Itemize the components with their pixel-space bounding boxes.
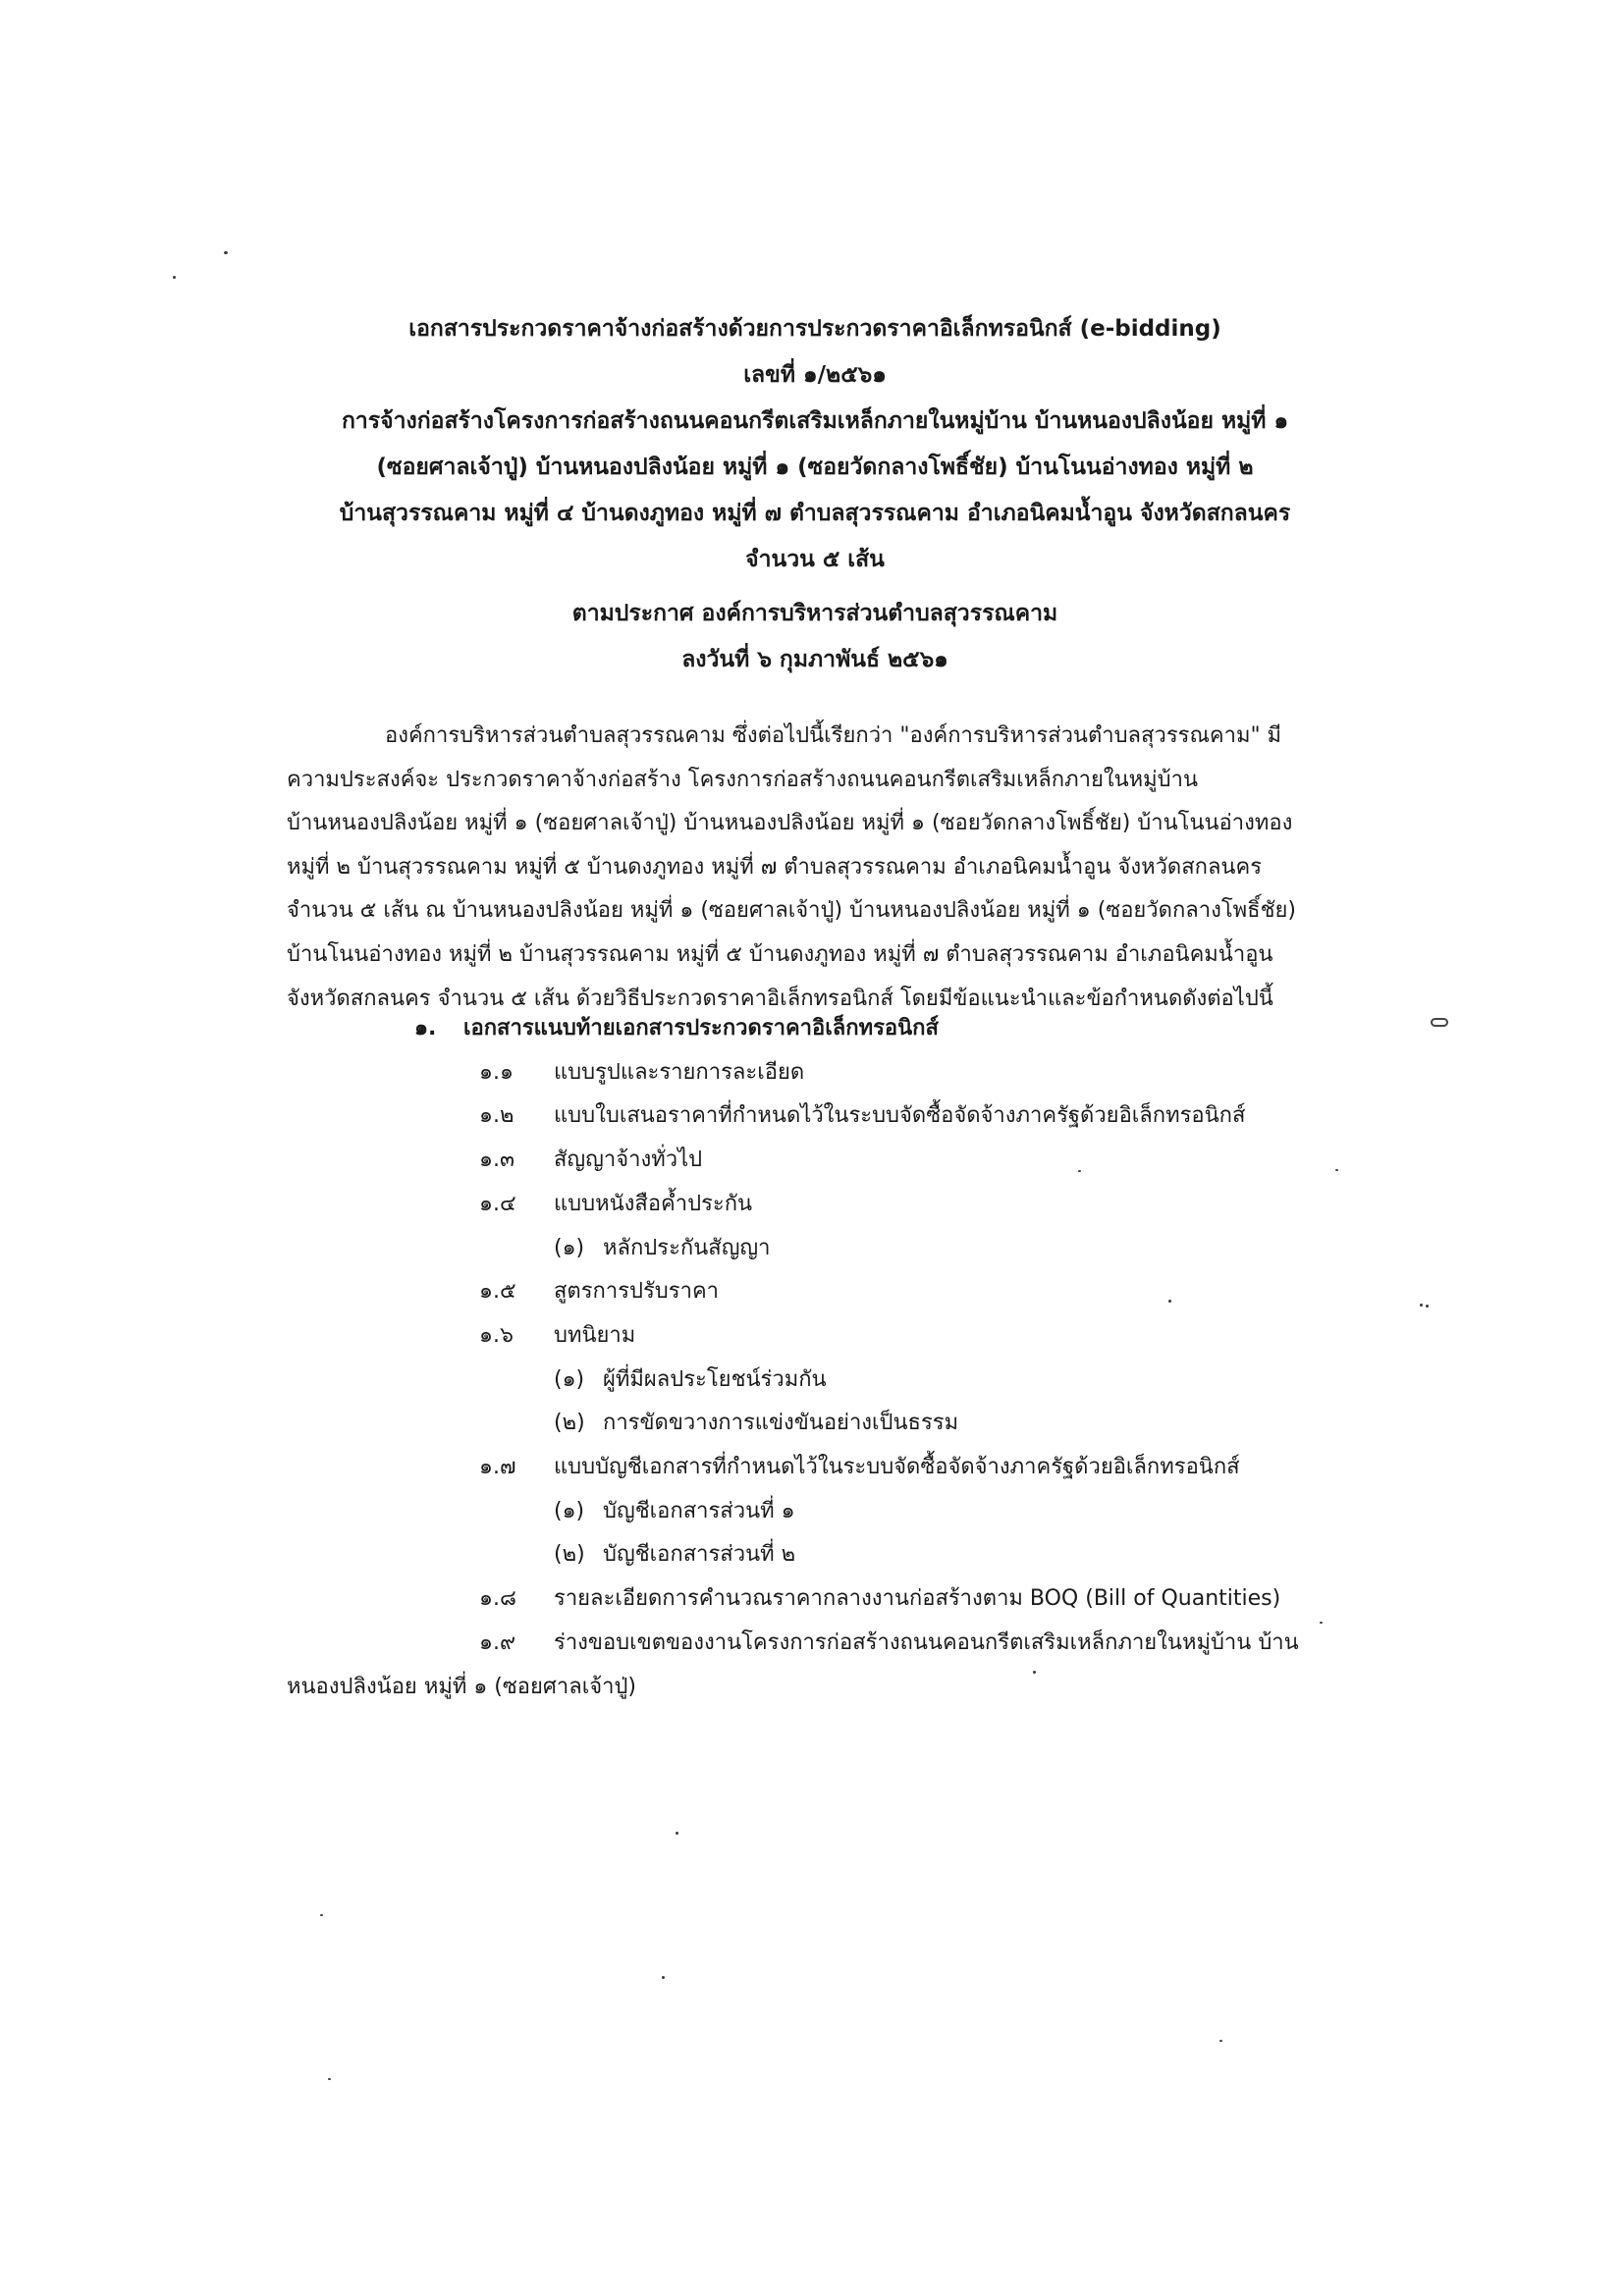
item-number: ๑.๕ (479, 1279, 516, 1305)
item-text: สูตรการปรับราคา (554, 1279, 720, 1305)
subitem-text: บัญชีเอกสารส่วนที่ ๑ (603, 1498, 795, 1523)
list-item (287, 1622, 1337, 1666)
paragraph-line: องค์การบริหารส่วนตำบลสุวรรณคาม ซึ่งต่อไปนี้เรียกว่า "องค์การบริหารส่วนตำบลสุวรรณคาม" มี (385, 723, 1282, 748)
list-item (287, 1270, 1337, 1314)
list-subitem (287, 1490, 1337, 1534)
item-text: แบบหนังสือค้ำประกัน (554, 1191, 753, 1216)
subitem-number: (๑) (554, 1235, 585, 1260)
item-continuation: หนองปลิงน้อย หมู่ที่ ๑ (ซอยศาลเจ้าปู่) (287, 1674, 637, 1699)
paragraph-line: บ้านหนองปลิงน้อย หมู่ที่ ๑ (ซอยศาลเจ้าปู่) บ้านหนองปลิงน้อย หมู่ที่ ๑ (ซอยวัดกลางโพธิ์ชัย) บ้านโนนอ่างทอง (287, 811, 1293, 836)
subitem-text: การขัดขวางการแข่งขันอย่างเป็นธรรม (603, 1411, 959, 1436)
list-subitem (287, 1402, 1337, 1446)
item-number: ๑.๖ (479, 1322, 514, 1348)
item-text: แบบใบเสนอราคาที่กำหนดไว้ในระบบจัดซื้อจัดจ้างภาครัฐด้วยอิเล็กทรอนิกส์ (554, 1103, 1246, 1129)
header-date: ลงวันที่ ๖ กุมภาพันธ์ ๒๕๖๑ (681, 647, 948, 672)
header-number: เลขที่ ๑/๒๕๖๑ (743, 362, 887, 388)
scan-speck (224, 251, 228, 254)
list-item (287, 1139, 1337, 1183)
item-number: ๑.๒ (479, 1103, 514, 1129)
item-number: ๑.๗ (479, 1455, 516, 1480)
subitem-number: (๒) (554, 1411, 585, 1436)
subitem-number: (๒) (554, 1542, 585, 1568)
header-project-count: จำนวน ๕ เส้น (745, 547, 885, 572)
list-subitem (287, 1227, 1337, 1271)
header-project-line-1: การจ้างก่อสร้างโครงการก่อสร้างถนนคอนกรีตเสริมเหล็กภายในหมู่บ้าน บ้านหนองปลิงน้อย หมู่ที่ ๑ (341, 408, 1289, 434)
document-header (285, 306, 1345, 683)
list-item (287, 1051, 1337, 1095)
item-number: ๑.๑ (479, 1059, 514, 1085)
item-number: ๑.๓ (479, 1148, 514, 1173)
subitem-text: บัญชีเอกสารส่วนที่ ๒ (603, 1542, 796, 1568)
intro-paragraph (287, 715, 1337, 1021)
paragraph-line: จังหวัดสกลนคร จำนวน ๕ เส้น ด้วยวิธีประกวดราคาอิเล็กทรอนิกส์ โดยมีข้อแนะนำและข้อกำหนดดังต่อไปนี้ (287, 986, 1273, 1011)
item-number: ๑.๔ (479, 1191, 516, 1216)
paragraph-line: ความประสงค์จะ ประกวดราคาจ้างก่อสร้าง โครงการก่อสร้างถนนคอนกรีตเสริมเหล็กภายในหมู่บ้าน (287, 767, 1198, 792)
section-title: เอกสารแนบท้ายเอกสารประกวดราคาอิเล็กทรอนิกส์ (463, 1016, 939, 1041)
scan-speck (328, 2078, 331, 2080)
scan-speck (662, 1976, 665, 1979)
scan-speck (1219, 2040, 1222, 2042)
subitem-number: (๑) (554, 1366, 585, 1392)
scan-speck (1431, 1018, 1448, 1027)
item-text: สัญญาจ้างทั่วไป (554, 1148, 703, 1173)
section-heading (287, 1007, 1337, 1051)
scan-speck (320, 1914, 323, 1916)
subitem-text: หลักประกันสัญญา (603, 1235, 771, 1260)
item-number: ๑.๘ (479, 1586, 516, 1612)
paragraph-line: หมู่ที่ ๒ บ้านสุวรรณคาม หมู่ที่ ๕ บ้านดงภูทอง หมู่ที่ ๗ ตำบลสุวรรณคาม อำเภอนิคมน้ำอูน จังหวัดสกลนคร (287, 854, 1263, 880)
list-item (287, 1577, 1337, 1622)
subitem-number: (๑) (554, 1498, 585, 1523)
paragraph-line: บ้านโนนอ่างทอง หมู่ที่ ๒ บ้านสุวรรณคาม หมู่ที่ ๕ บ้านดงภูทอง หมู่ที่ ๗ ตำบลสุวรรณคาม อำเภอนิคมน้ำอูน (287, 941, 1273, 967)
list-subitem (287, 1533, 1337, 1577)
scan-speck (676, 1832, 678, 1835)
scan-speck (173, 276, 176, 279)
item-text: บทนิยาม (554, 1322, 636, 1348)
section-number: ๑. (414, 1016, 437, 1041)
item-text: ร่างขอบเขตของงานโครงการก่อสร้างถนนคอนกรีตเสริมเหล็กภายในหมู่บ้าน บ้าน (554, 1629, 1299, 1655)
header-project-line-3: บ้านสุวรรณคาม หมู่ที่ ๔ บ้านดงภูทอง หมู่ที่ ๗ ตำบลสุวรรณคาม อำเภอนิคมน้ำอูน จังหวัดสกลนคร (339, 501, 1291, 526)
list-item (287, 1314, 1337, 1359)
list-subitem (287, 1359, 1337, 1403)
section-attachments (287, 1007, 1337, 1709)
list-item (287, 1095, 1337, 1139)
item-text: รายละเอียดการคำนวณราคากลางงานก่อสร้างตาม BOQ (Bill of Quantities) (554, 1586, 1281, 1612)
subitem-text: ผู้ที่มีผลประโยชน์ร่วมกัน (603, 1366, 827, 1392)
header-project-line-2: (ซอยศาลเจ้าปู่) บ้านหนองปลิงน้อย หมู่ที่ ๑ (ซอยวัดกลางโพธิ์ชัย) บ้านโนนอ่างทอง หมู่ที่ ๒ (376, 454, 1254, 480)
paragraph-line: จำนวน ๕ เส้น ณ บ้านหนองปลิงน้อย หมู่ที่ ๑ (ซอยศาลเจ้าปู่) บ้านหนองปลิงน้อย หมู่ที่ ๑ (ซอยวัดกลางโพธิ์ชัย) (287, 898, 1296, 924)
item-number: ๑.๙ (479, 1629, 516, 1655)
list-item (287, 1183, 1337, 1227)
scan-speck (1426, 1305, 1429, 1308)
list-item (287, 1446, 1337, 1490)
item-text: แบบรูปและรายการละเอียด (554, 1059, 805, 1085)
scan-speck (1420, 1304, 1423, 1307)
header-title: เอกสารประกวดราคาจ้างก่อสร้างด้วยการประกวดราคาอิเล็กทรอนิกส์ (e-bidding) (408, 316, 1221, 342)
item-text: แบบบัญชีเอกสารที่กำหนดไว้ในระบบจัดซื้อจัดจ้างภาครัฐด้วยอิเล็กทรอนิกส์ (554, 1455, 1240, 1480)
header-announcement: ตามประกาศ องค์การบริหารส่วนตำบลสุวรรณคาม (571, 601, 1058, 626)
